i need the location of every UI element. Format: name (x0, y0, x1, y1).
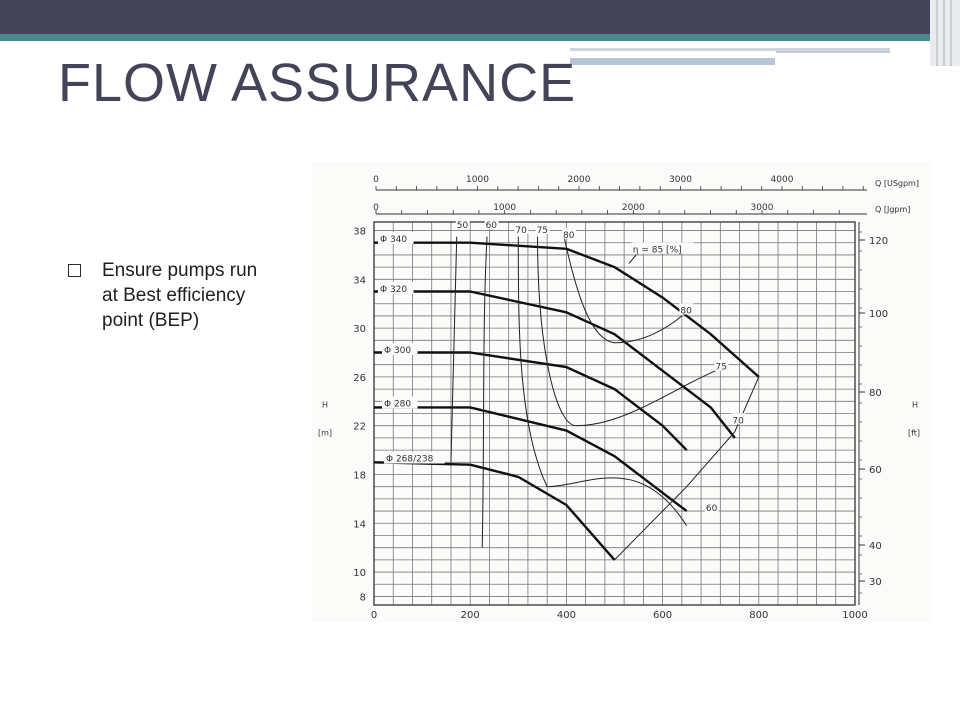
y2-tick-label: 80 (869, 388, 882, 399)
y-tick-label: 14 (353, 519, 366, 531)
top-axis-tick-label: 0 (373, 203, 379, 213)
top-axis-tick-label: 2000 (621, 203, 645, 213)
y-tick-label: 18 (353, 470, 366, 482)
y2-tick-label: 30 (869, 577, 882, 588)
efficiency-label: 70 (515, 225, 527, 236)
efficiency-line-50 (451, 237, 457, 463)
curve-label: Φ 320 (380, 284, 408, 295)
y2-tick-label: 60 (869, 465, 882, 476)
efficiency-label: 80 (680, 306, 692, 317)
curve-label: Φ 280 (384, 399, 412, 410)
curve-label: Φ 268/238 (386, 454, 434, 465)
accent-line (570, 58, 775, 65)
y-axis-label: H (322, 400, 329, 410)
efficiency-label: 70 (732, 416, 744, 427)
top-axis-tick-label: 1000 (493, 203, 517, 213)
efficiency-loop-70 (518, 237, 686, 526)
corner-decoration (930, 0, 960, 66)
y-tick-label: 38 (353, 226, 366, 238)
top-axis-tick-label: 0 (373, 175, 379, 185)
y2-tick-label: 100 (869, 309, 889, 320)
efficiency-label: 75 (536, 225, 549, 236)
top-axis-title: Q [USgpm] (875, 179, 919, 188)
y-tick-label: 26 (353, 372, 366, 384)
y-tick-label: 8 (359, 592, 366, 604)
y-tick-label: 10 (353, 568, 366, 580)
top-axis-title: Q [Jgpm] (875, 205, 911, 214)
efficiency-label: η = 85 [%] (632, 245, 682, 256)
pump-curve-chart (312, 162, 932, 622)
curve-label: Φ 300 (384, 345, 412, 356)
x-tick-label: 200 (460, 610, 480, 621)
x-tick-label: 0 (370, 610, 378, 621)
top-axis-tick-label: 3000 (750, 203, 774, 213)
y2-axis-label: H (912, 400, 919, 410)
top-axis-tick-label: 4000 (770, 175, 794, 185)
x-tick-label: 600 (653, 610, 673, 621)
y-axis-unit: [m] (318, 428, 333, 438)
efficiency-label: 60 (705, 504, 718, 515)
slide-title: FLOW ASSURANCE (58, 53, 577, 113)
curve-label: Φ 340 (380, 234, 408, 245)
checkbox-bullet-icon (68, 264, 81, 277)
efficiency-label: 60 (485, 221, 498, 232)
y2-tick-label: 120 (869, 236, 889, 247)
top-axis-tick-label: 3000 (669, 175, 692, 185)
top-band (0, 0, 960, 34)
y2-tick-label: 40 (869, 541, 882, 552)
efficiency-label: 75 (715, 362, 727, 373)
x-tick-label: 1000 (842, 610, 868, 621)
accent-line (776, 51, 890, 53)
y-tick-label: 22 (353, 421, 366, 433)
bullet-text: Ensure pumps run at Best efficiency point (BEP) (102, 260, 258, 331)
efficiency-point-85 (629, 255, 636, 264)
y2-axis-unit: [ft] (908, 428, 921, 438)
top-axis-tick-label: 2000 (567, 175, 591, 185)
y-tick-label: 30 (353, 324, 366, 336)
efficiency-line-60 (482, 237, 487, 548)
accent-band (0, 34, 960, 41)
x-tick-label: 400 (556, 610, 576, 621)
y-tick-label: 34 (353, 275, 366, 287)
efficiency-label: 80 (563, 230, 575, 241)
chart-svg (312, 162, 932, 622)
efficiency-label: 50 (456, 221, 469, 232)
x-tick-label: 800 (749, 610, 769, 621)
top-axis-tick-label: 1000 (466, 175, 489, 185)
